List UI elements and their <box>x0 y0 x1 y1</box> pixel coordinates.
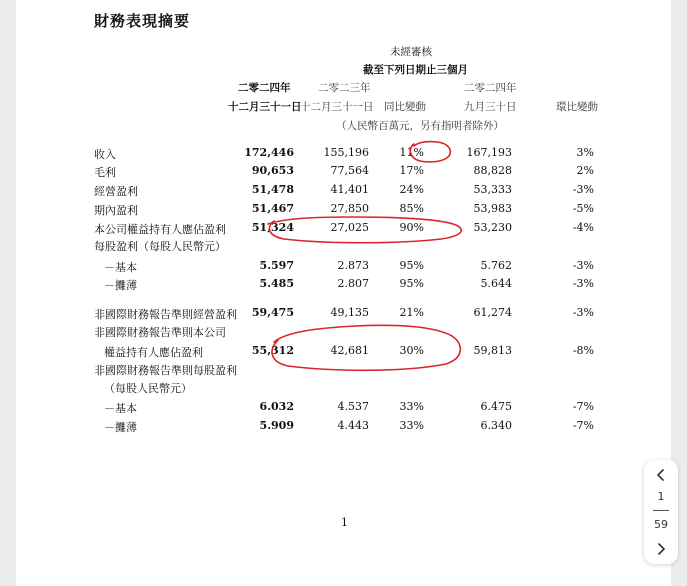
cell-col4: 6.340 <box>480 419 512 432</box>
cell-col2: 77,564 <box>330 164 369 177</box>
cell-col1: 5.597 <box>259 259 294 272</box>
row-label: －基本 <box>104 261 137 274</box>
cell-col5: -3% <box>572 183 594 196</box>
header-col5-label: 環比變動 <box>556 101 598 113</box>
row-label: 毛利 <box>94 166 116 179</box>
cell-col1: 5.485 <box>259 277 294 290</box>
page-separator <box>653 510 669 511</box>
cell-col3: 17% <box>399 164 424 177</box>
cell-col4: 167,193 <box>466 146 512 159</box>
cell-col1: 5.909 <box>259 419 294 432</box>
cell-col4: 53,983 <box>473 202 512 215</box>
page-navigator <box>644 460 678 564</box>
chevron-left-icon <box>656 469 666 481</box>
cell-col2: 49,135 <box>330 306 369 319</box>
cell-col5: -3% <box>572 306 594 319</box>
row-label: －基本 <box>104 402 137 415</box>
cell-col1: 51,324 <box>251 221 294 234</box>
cell-col3: 95% <box>399 259 424 272</box>
row-label: 非國際財務報告準則每股盈利 <box>94 364 237 377</box>
header-col2-year: 二零二三年 <box>318 82 371 94</box>
cell-col2: 27,850 <box>330 202 369 215</box>
cell-col3: 90% <box>399 221 424 234</box>
row-label: 經營盈利 <box>94 185 138 198</box>
cell-col4: 53,230 <box>473 221 512 234</box>
cell-col1: 59,475 <box>251 306 294 319</box>
chevron-right-icon <box>656 543 666 555</box>
row-label: 非國際財務報告準則本公司 <box>94 326 226 339</box>
cell-col3: 33% <box>399 400 424 413</box>
cell-col3: 95% <box>399 277 424 290</box>
cell-col5: -4% <box>572 221 594 234</box>
cell-col4: 88,828 <box>473 164 512 177</box>
cell-col3: 33% <box>399 419 424 432</box>
cell-col2: 2.807 <box>337 277 369 290</box>
page-title: 財務表現摘要 <box>94 12 191 30</box>
row-label: 期內盈利 <box>94 204 138 217</box>
cell-col5: 3% <box>576 146 594 159</box>
cell-col1: 51,467 <box>251 202 294 215</box>
cell-col1: 90,653 <box>251 164 294 177</box>
row-label: 每股盈利（每股人民幣元） <box>94 240 226 253</box>
cell-col4: 59,813 <box>473 344 512 357</box>
cell-col4: 53,333 <box>473 183 512 196</box>
header-unit-note: （人民幣百萬元，另有指明者除外） <box>336 120 504 132</box>
cell-col3: 21% <box>399 306 424 319</box>
cell-col2: 155,196 <box>323 146 369 159</box>
cell-col1: 6.032 <box>259 400 294 413</box>
cell-col4: 5.762 <box>480 259 512 272</box>
header-period: 截至下列日期止三個月 <box>363 64 468 76</box>
cell-col2: 4.443 <box>337 419 369 432</box>
row-label: 權益持有人應佔盈利 <box>104 346 203 359</box>
header-col2-date: 十二月三十一日 <box>300 101 374 113</box>
cell-col3: 85% <box>399 202 424 215</box>
cell-col1: 55,312 <box>251 344 294 357</box>
cell-col4: 6.475 <box>480 400 512 413</box>
cell-col2: 2.873 <box>337 259 369 272</box>
cell-col5: -3% <box>572 277 594 290</box>
cell-col2: 4.537 <box>337 400 369 413</box>
page-number: 1 <box>341 516 348 529</box>
header-col4-date: 九月三十日 <box>464 101 517 113</box>
current-page: 1 <box>657 490 665 503</box>
row-label: 收入 <box>94 148 116 161</box>
row-label: －攤薄 <box>104 421 137 434</box>
cell-col5: -5% <box>572 202 594 215</box>
cell-col1: 172,446 <box>244 146 294 159</box>
header-unaudited: 未經審核 <box>390 46 432 58</box>
cell-col4: 5.644 <box>480 277 512 290</box>
total-pages: 59 <box>654 518 668 531</box>
row-label: －攤薄 <box>104 279 137 292</box>
cell-col3: 30% <box>399 344 424 357</box>
cell-col5: 2% <box>576 164 594 177</box>
document-page <box>16 0 671 586</box>
cell-col5: -7% <box>572 419 594 432</box>
cell-col5: -8% <box>572 344 594 357</box>
header-col4-year: 二零二四年 <box>464 82 517 94</box>
row-label: （每股人民幣元） <box>104 382 192 395</box>
cell-col4: 61,274 <box>473 306 512 319</box>
row-label: 非國際財務報告準則經營盈利 <box>94 308 237 321</box>
row-label: 本公司權益持有人應佔盈利 <box>94 223 226 236</box>
cell-col2: 41,401 <box>330 183 369 196</box>
cell-col3: 24% <box>399 183 424 196</box>
header-col1-date: 十二月三十一日 <box>228 101 302 113</box>
cell-col3: 11% <box>399 146 424 159</box>
previous-page-button[interactable] <box>644 464 678 486</box>
cell-col5: -3% <box>572 259 594 272</box>
header-col1-year: 二零二四年 <box>238 82 291 94</box>
next-page-button[interactable] <box>644 538 678 560</box>
cell-col2: 27,025 <box>330 221 369 234</box>
cell-col5: -7% <box>572 400 594 413</box>
cell-col2: 42,681 <box>330 344 369 357</box>
cell-col1: 51,478 <box>251 183 294 196</box>
header-col3-label: 同比變動 <box>384 101 426 113</box>
